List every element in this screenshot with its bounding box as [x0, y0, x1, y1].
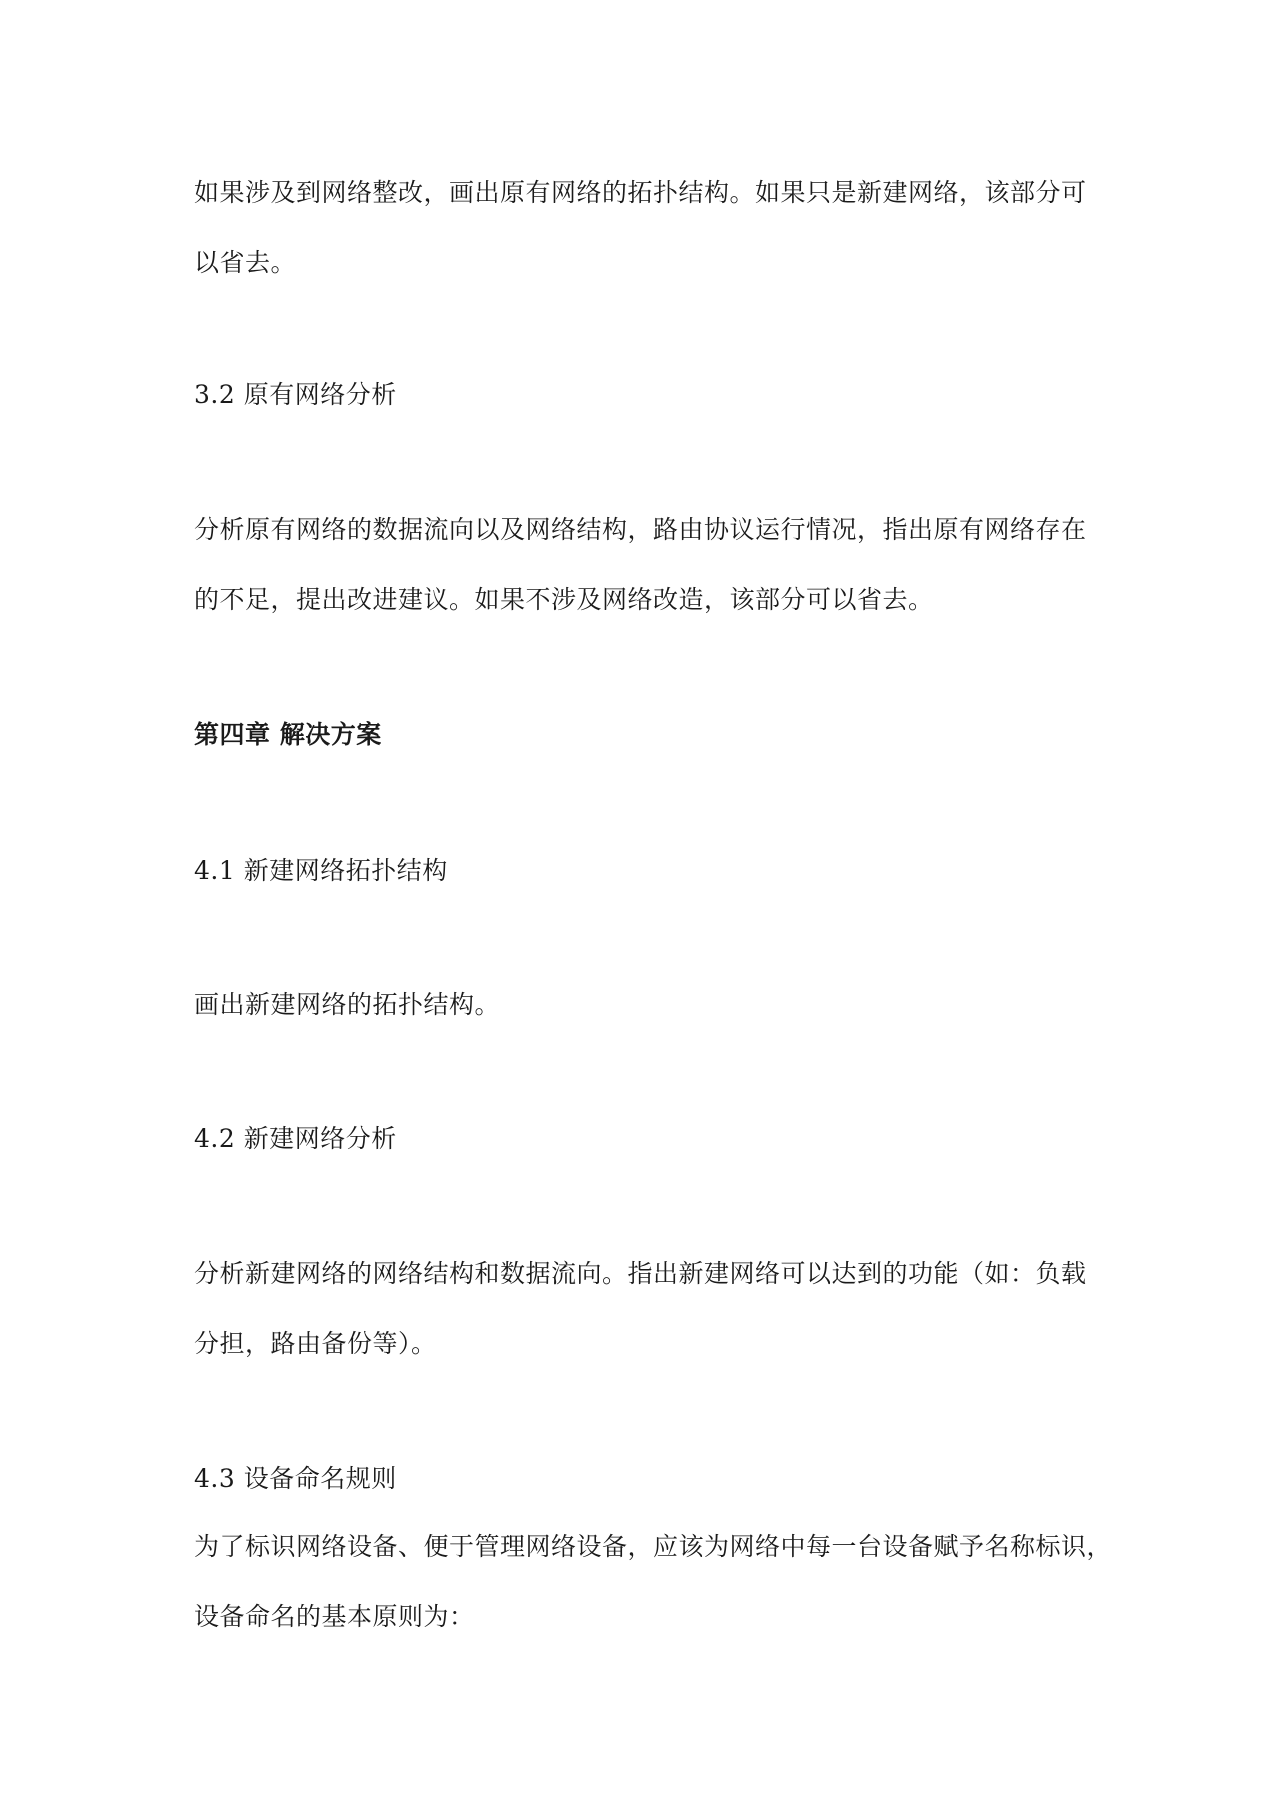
paragraph-line: 以省去。 [194, 248, 297, 277]
paragraph-line: 分析原有网络的数据流向以及网络结构，路由协议运行情况，指出原有网络存在 [194, 515, 1087, 544]
section-heading-4-2: 4.2 新建网络分析 [194, 1124, 397, 1153]
paragraph-line: 设备命名的基本原则为： [194, 1602, 475, 1631]
paragraph-line: 如果涉及到网络整改，画出原有网络的拓扑结构。如果只是新建网络，该部分可 [194, 178, 1087, 207]
paragraph-line: 分担，路由备份等）。 [194, 1329, 437, 1358]
chapter-heading: 第四章 解决方案 [194, 720, 382, 749]
paragraph-line: 分析新建网络的网络结构和数据流向。指出新建网络可以达到的功能（如：负载 [194, 1259, 1087, 1288]
paragraph-line: 的不足，提出改进建议。如果不涉及网络改造，该部分可以省去。 [194, 585, 934, 614]
section-heading-4-3: 4.3 设备命名规则 [194, 1464, 397, 1493]
paragraph-line: 为了标识网络设备、便于管理网络设备，应该为网络中每一台设备赋予名称标识， [194, 1532, 1113, 1561]
section-heading-3-2: 3.2 原有网络分析 [194, 380, 397, 409]
section-heading-4-1: 4.1 新建网络拓扑结构 [194, 856, 448, 885]
paragraph-line: 画出新建网络的拓扑结构。 [194, 990, 501, 1019]
